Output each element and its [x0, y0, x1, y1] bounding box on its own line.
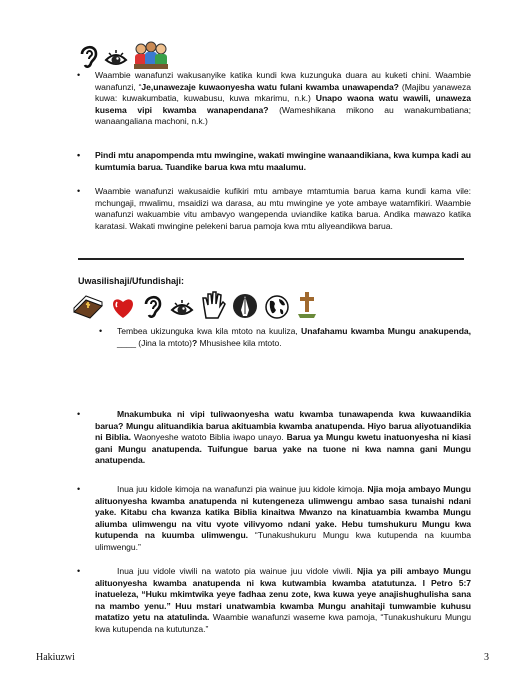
heart-icon — [110, 296, 136, 320]
bullet-paragraph: • Mnakumbuka ni vipi tuliwaonyesha watu kwamba tunawapenda kwa kuwaandikia barua? Mungu alituandikia barua akituambia kwamba anatupenda. Hiyo barua aliyotuandikia ni Biblia. Waonyeshe watoto Biblia iwapo unayo. Barua ya Mungu kwetu inatuonyesha ni kiasi gani Mungu anatupenda. Tuifungue barua yake na tuone ni kwa namna gani Mungu anatupenda. — [77, 409, 471, 466]
ear-icon — [78, 42, 100, 70]
globe-icon — [264, 294, 290, 320]
bullet-icon: • — [77, 186, 81, 196]
bullet-paragraph: • Waambie wanafunzi wakusanyike katika kundi kwa kuzunguka duara au kuketi chini. Waambie wanafunzi, “Je,unawezaje kuwaonyesha watu fulani kwamba unawapenda? (Majibu yanaweza kuwa: kuwakumbatia, kuwabusu, kuwa mkarimu, n.k.) Unapo waona watu wawili, unaweza kusema vipi kwamba wanapendana? (Wameshikana mikono au wanakumbatiana; wanaangaliana machoni, n.k.) — [77, 70, 472, 127]
section-heading: Uwasilishaji/Ufundishaji: — [78, 276, 185, 286]
bullet-paragraph: • Tembea ukizunguka kwa kila mtoto na kuuliza, Unafahamu kwamba Mungu anakupenda, ____ (Jina la mtoto)? Mhusishee kila mtoto. — [99, 326, 471, 348]
bullet-icon: • — [77, 484, 81, 494]
bullet-paragraph: • Inua juu kidole kimoja na wanafunzi pia wainue juu kidole kimoja. Njia moja ambayo Mungu alituonyesha kwamba anatupenda ni kutengeneza ulimwengu ambao sasa tunaishi ndani yake. Kitabu cha kwanza katika Biblia kinaitwa Mwanzo na kinatuambia kwamba Mungu aliumba ulimwengu na vitu vyote vilivyomo ndani yake. Hebu tumshukuru Mungu kwa kutupenda na kuumba ulimwengu. “Tunakushukuru Mungu kwa kutupenda na kuumba ulimwengu.” — [77, 484, 471, 552]
bullet-icon: • — [77, 150, 81, 160]
eye-icon — [170, 298, 194, 320]
bullet-icon: • — [99, 326, 103, 336]
mid-icon-row — [72, 290, 318, 320]
cross-icon — [296, 290, 318, 320]
bullet-paragraph: • Pindi mtu anapompenda mtu mwingine, wakati mwingine wanaandikiana, kwa kumpa kadi au kumtumia barua. Tuandike barua kwa mtu maalumu. — [77, 150, 471, 172]
eye-icon — [104, 48, 128, 70]
horizontal-rule — [78, 258, 464, 260]
bible-icon — [72, 292, 104, 320]
bullet-paragraph: • Waambie wanafunzi wakusaidie kufikiri mtu ambaye mtamtumia barua kama kundi kama vile: mchungaji, mwalimu, msaidizi wa darasa, au mtu mwingine ye yote ambaye watamfikiri. Waambie wanafunzi wakuambie vitu ambavyo wangependa uviandike katika barua. Andika mawazo katika karatasi. Wakati mwingine pelekeni barua pamoja kwa mtu aliyeandikwa barua. — [77, 186, 471, 231]
praying-hands-icon — [232, 292, 258, 320]
ear-icon — [142, 292, 164, 320]
bullet-paragraph: • Inua juu vidole viwili na watoto pia wainue juu vidole viwili. Njia ya pili ambayo Mungu alituonyesha kwamba anatupenda ni kwa kutwambia kwamba atatutunza. I Petro 5:7 inatueleza, “Huku mkimtwika yeye fadhaa zenu zote, kwa kuwa yeye anajishughulisha sana na mambo yenu.” Huu mstari unatwambia kwamba Mungu anahitaji tumwambie kuhusu matatizo yetu na atatulinda. Waambie wanafunzi waseme kwa pamoja, “Tunakushukuru Mungu kwa kutupenda na kututunza.” — [77, 566, 472, 634]
footer-left-text: Hakiuzwi — [36, 652, 75, 663]
group-icon — [132, 40, 170, 70]
bullet-icon: • — [77, 566, 81, 576]
bullet-icon: • — [77, 70, 81, 80]
hand-icon — [200, 290, 226, 320]
page-number: 3 — [484, 652, 489, 663]
bullet-icon: • — [77, 409, 81, 419]
top-icon-row — [78, 40, 170, 70]
